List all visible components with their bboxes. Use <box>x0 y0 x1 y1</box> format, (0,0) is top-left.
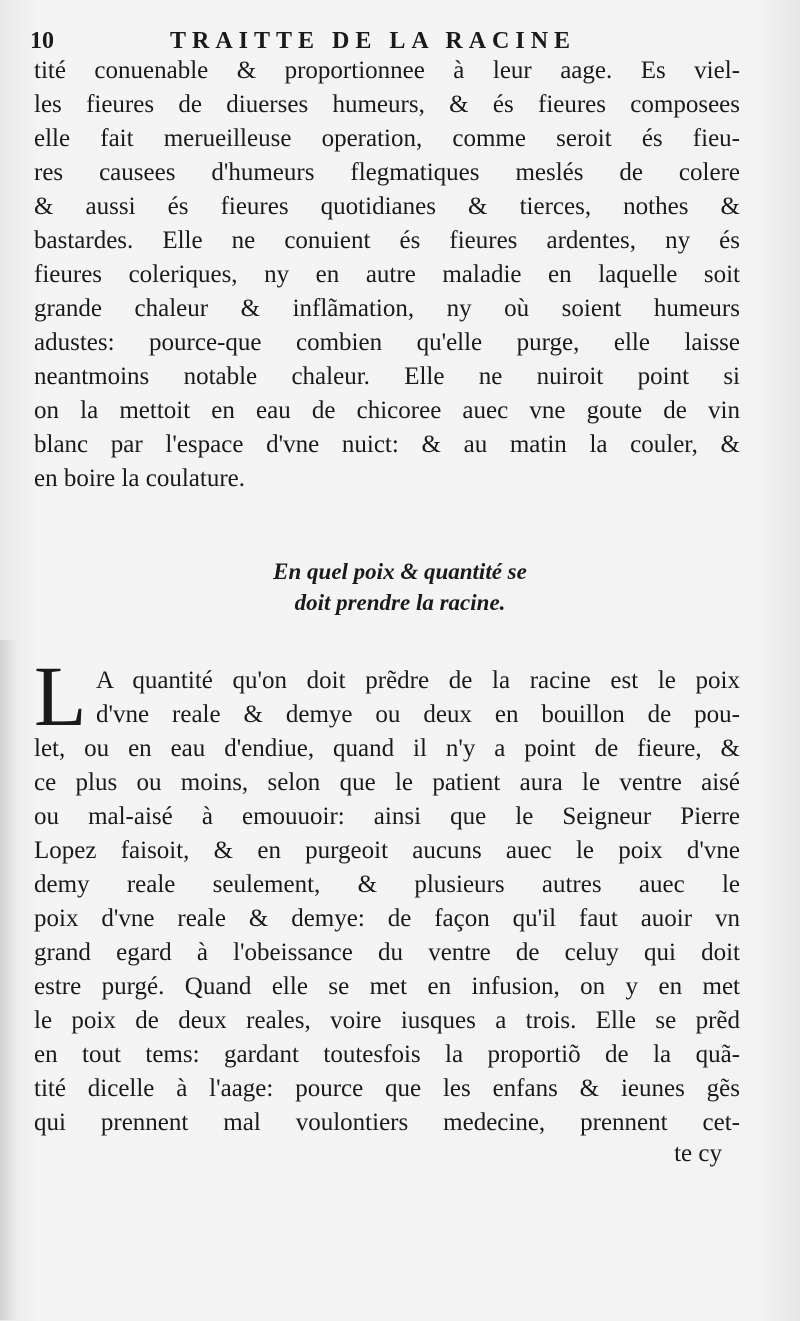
text-line: en boire la coulature. <box>34 465 246 492</box>
catchword: te cy <box>674 1140 722 1167</box>
text-line: blanc par l'espace d'vne nuict: & au matin la couler, & <box>34 431 740 458</box>
section-heading-line: En quel poix & quantité se <box>273 559 527 584</box>
paragraph-2 <box>34 664 740 1140</box>
section-heading <box>0 556 800 618</box>
text-line: grande chaleur & inflãmation, ny où soient humeurs <box>34 295 740 322</box>
text-line: elle fait merueilleuse operation, comme seroit és fieu- <box>34 125 740 152</box>
text-line: adustes: pource-que combien qu'elle purge, elle laisse <box>34 329 740 356</box>
text-line: fieures coleriques, ny en autre maladie en laquelle soit <box>34 261 740 288</box>
page-shadow <box>0 640 18 1320</box>
text-line: le poix de deux reales, voire iusques a trois. Elle se prẽd <box>34 1007 740 1034</box>
text-line: A quantité qu'on doit prẽdre de la racine est le poix <box>96 667 740 694</box>
text-line: on la mettoit en eau de chicoree auec vne goute de vin <box>34 397 740 424</box>
text-line: tité dicelle à l'aage: pource que les enfans & ieunes gẽs <box>34 1075 740 1102</box>
section-heading-line: doit prendre la racine. <box>294 590 506 615</box>
page-number: 10 <box>30 28 54 54</box>
text-line: demy reale seulement, & plusieurs autres auec le <box>34 871 740 898</box>
text-line: qui prennent mal voulontiers medecine, prennent cet- <box>34 1109 740 1136</box>
text-line: res causees d'humeurs flegmatiques meslés de colere <box>34 159 740 186</box>
text-line: d'vne reale & demye ou deux en bouillon de pou- <box>96 701 740 728</box>
text-line: estre purgé. Quand elle se met en infusion, on y en met <box>34 973 740 1000</box>
text-line: en tout tems: gardant toutesfois la proportiõ de la quã- <box>34 1041 740 1068</box>
text-line: & aussi és fieures quotidianes & tierces, nothes & <box>34 193 740 220</box>
paragraph-1 <box>34 54 740 496</box>
text-line: poix d'vne reale & demye: de façon qu'il faut auoir vn <box>34 905 740 932</box>
text-line: grand egard à l'obeissance du ventre de celuy qui doit <box>34 939 740 966</box>
text-line: ou mal-aisé à emouuoir: ainsi que le Seigneur Pierre <box>34 803 740 830</box>
text-line: neantmoins notable chaleur. Elle ne nuiroit point si <box>34 363 740 390</box>
running-head: TRAITTE DE LA RACINE <box>170 28 577 54</box>
text-line: ce plus ou moins, selon que le patient aura le ventre aisé <box>34 769 740 796</box>
drop-cap: L <box>34 648 87 744</box>
text-line: les fieures de diuerses humeurs, & és fieures composees <box>34 91 740 118</box>
text-line: bastardes. Elle ne conuient és fieures ardentes, ny és <box>34 227 740 254</box>
text-line: Lopez faisoit, & en purgeoit aucuns auec le poix d'vne <box>34 837 740 864</box>
text-line: tité conuenable & proportionnee à leur aage. Es viel- <box>34 57 740 84</box>
text-line: let, ou en eau d'endiue, quand il n'y a point de fieure, & <box>34 735 740 762</box>
